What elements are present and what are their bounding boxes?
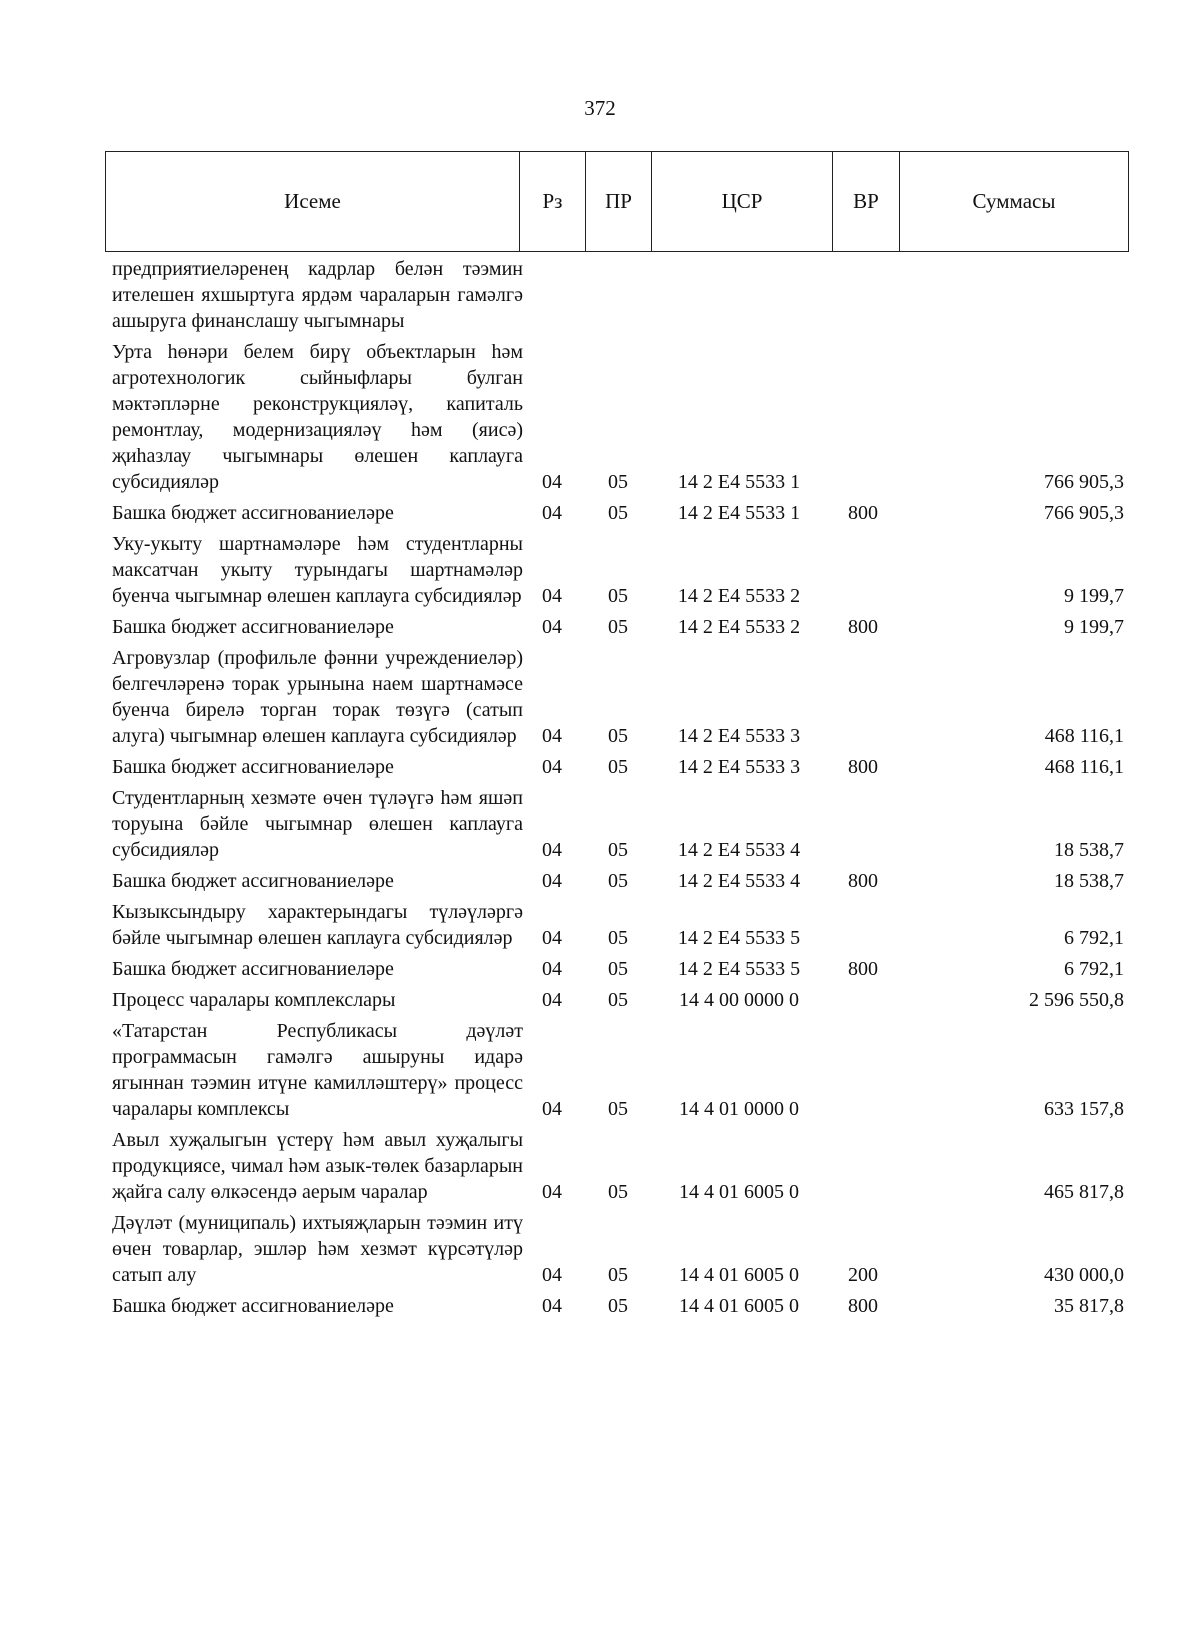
- row-csr: 14 4 01 6005 0: [679, 1295, 799, 1317]
- row-rz: 04: [542, 870, 562, 892]
- row-pr: 05: [608, 1181, 628, 1203]
- row-sum: 2 596 550,8: [1029, 989, 1124, 1011]
- row-rz: 04: [542, 585, 562, 607]
- header-csr: ЦСР: [652, 152, 833, 251]
- row-pr: 05: [608, 958, 628, 980]
- row-name: Башка бюджет ассигнованиеләре: [112, 756, 394, 778]
- row-rz: 04: [542, 756, 562, 778]
- header-rz: Рз: [520, 152, 586, 251]
- row-rz: 04: [542, 502, 562, 524]
- row-sum: 35 817,8: [1054, 1295, 1124, 1317]
- page-number: 372: [584, 96, 616, 120]
- row-pr: 05: [608, 756, 628, 778]
- row-name: Башка бюджет ассигнованиеләре: [112, 616, 394, 638]
- table-row: [112, 614, 1124, 640]
- row-sum: 6 792,1: [1064, 927, 1124, 949]
- row-rz: 04: [542, 989, 562, 1011]
- row-name: Башка бюджет ассигнованиеләре: [112, 1295, 394, 1317]
- table-row: [112, 868, 1124, 894]
- table-row: [112, 956, 1124, 982]
- row-rz: 04: [542, 471, 562, 493]
- row-sum: 465 817,8: [1044, 1181, 1124, 1203]
- row-rz: 04: [542, 616, 562, 638]
- row-name: Студентларның хезмәте өчен түләүгә һәм яшәп торуына бәйле чыгымнар өлешен каплауга субсидияләр: [112, 787, 523, 861]
- row-sum: 18 538,7: [1054, 870, 1124, 892]
- row-name: Башка бюджет ассигнованиеләре: [112, 502, 394, 524]
- header-name: Исеме: [106, 152, 520, 251]
- header-sum: Суммасы: [972, 189, 1056, 213]
- row-pr: 05: [608, 1098, 628, 1120]
- table-row: [112, 500, 1124, 526]
- row-name: Кызыксындыру характерындагы түләүләргә бәйле чыгымнар өлешен каплауга субсидияләр: [112, 901, 523, 949]
- row-name: Урта һөнәри белем бирү объектларын һәм агротехнологик сыйныфлары булган мәктәпләрне реконструкцияләү, капиталь ремонтлау, модернизацияләү һәм (яисә) җиһазлау чыгымнары өлешен каплауга субсидияләр: [112, 341, 523, 493]
- table-row: [112, 1210, 1124, 1288]
- header-pr: ПР: [586, 152, 652, 251]
- row-name: Авыл хуҗалыгын үстерү һәм авыл хуҗалыгы продукциясе, чимал һәм азык-төлек базарларын җайга салу өлкәсендә аерым чаралар: [112, 1129, 523, 1203]
- header-vr: ВР: [833, 152, 900, 251]
- row-pr: 05: [608, 927, 628, 949]
- row-csr: 14 4 01 6005 0: [679, 1181, 799, 1203]
- table-row: [112, 1018, 1124, 1122]
- row-pr: 05: [608, 471, 628, 493]
- row-csr: 14 2 Е4 5533 4: [677, 839, 801, 861]
- table-row: [112, 645, 1124, 749]
- row-pr: 05: [608, 585, 628, 607]
- row-vr: 800: [848, 502, 878, 524]
- row-rz: 04: [542, 1264, 562, 1286]
- row-csr: 14 2 Е4 5533 1: [677, 502, 801, 524]
- row-rz: 04: [542, 1181, 562, 1203]
- table-row: [112, 785, 1124, 863]
- row-sum: 468 116,1: [1044, 756, 1124, 778]
- table-row: [112, 531, 1124, 609]
- row-vr: 800: [848, 616, 878, 638]
- table-row: [112, 899, 1124, 951]
- row-name: Агровузлар (профильле фәнни учреждениеләр) белгечләренә торак урынына наем шартнамәсе буенча бирелә торган торак төзүгә (сатып алуга) чыгымнар өлешен каплауга субсидияләр: [112, 647, 523, 747]
- row-sum: 18 538,7: [1054, 839, 1124, 861]
- row-sum: 9 199,7: [1064, 616, 1124, 638]
- row-pr: 05: [608, 989, 628, 1011]
- row-csr: 14 4 01 6005 0: [679, 1264, 799, 1286]
- row-csr: 14 2 Е4 5533 5: [677, 958, 801, 980]
- row-sum: 430 000,0: [1044, 1264, 1124, 1286]
- row-rz: 04: [542, 839, 562, 861]
- row-name: Башка бюджет ассигнованиеләре: [112, 870, 394, 892]
- row-sum: 9 199,7: [1064, 585, 1124, 607]
- table-row: [112, 1293, 1124, 1319]
- row-name: Процесс чаралары комплекслары: [112, 989, 396, 1011]
- row-sum: 766 905,3: [1044, 471, 1124, 493]
- row-name: «Татарстан Республикасы дәүләт программасын гамәлгә ашыруны идарә ягыннан тәэмин итүне камилләштерү» процесс чаралары комплексы: [112, 1020, 523, 1120]
- table-row: [112, 987, 1124, 1013]
- row-rz: 04: [542, 927, 562, 949]
- table-header: [105, 151, 1129, 252]
- row-vr: 200: [848, 1264, 878, 1286]
- row-csr: 14 2 Е4 5533 3: [677, 725, 801, 747]
- row-name: Уку-укыту шартнамәләре һәм студентларны максатчан укыту турындагы шартнамәләр буенча чыгымнар өлешен каплауга субсидияләр: [112, 533, 523, 607]
- row-csr: 14 2 Е4 5533 2: [677, 585, 801, 607]
- row-pr: 05: [608, 870, 628, 892]
- row-csr: 14 2 Е4 5533 4: [677, 870, 801, 892]
- row-sum: 633 157,8: [1044, 1098, 1124, 1120]
- row-pr: 05: [608, 1264, 628, 1286]
- row-name: предприятиеләренең кадрлар белән тәэмин ителешен яхшыртуга ярдәм чараларын гамәлгә ашыруга финанслашу чыгымнары: [112, 258, 523, 332]
- table-body: [112, 256, 1124, 1324]
- row-pr: 05: [608, 839, 628, 861]
- table-row: [112, 754, 1124, 780]
- row-pr: 05: [608, 502, 628, 524]
- row-pr: 05: [608, 1295, 628, 1317]
- row-csr: 14 4 01 0000 0: [679, 1098, 799, 1120]
- row-rz: 04: [542, 1295, 562, 1317]
- row-vr: 800: [848, 1295, 878, 1317]
- row-pr: 05: [608, 616, 628, 638]
- row-vr: 800: [848, 870, 878, 892]
- row-rz: 04: [542, 958, 562, 980]
- row-pr: 05: [608, 725, 628, 747]
- table-row: [112, 256, 1124, 334]
- row-csr: 14 2 Е4 5533 5: [677, 927, 801, 949]
- row-csr: 14 2 Е4 5533 1: [677, 471, 801, 493]
- table-row: [112, 1127, 1124, 1205]
- table-row: [112, 339, 1124, 495]
- row-csr: 14 2 Е4 5533 2: [677, 616, 801, 638]
- row-vr: 800: [848, 958, 878, 980]
- row-vr: 800: [848, 756, 878, 778]
- row-sum: 766 905,3: [1044, 502, 1124, 524]
- row-rz: 04: [542, 725, 562, 747]
- row-name: Башка бюджет ассигнованиеләре: [112, 958, 394, 980]
- row-sum: 468 116,1: [1044, 725, 1124, 747]
- row-csr: 14 2 Е4 5533 3: [677, 756, 801, 778]
- row-csr: 14 4 00 0000 0: [679, 989, 799, 1011]
- row-sum: 6 792,1: [1064, 958, 1124, 980]
- row-name: Дәүләт (муниципаль) ихтыяҗларын тәэмин итү өчен товарлар, эшләр һәм хезмәт күрсәтүләр сатып алу: [112, 1212, 523, 1286]
- row-rz: 04: [542, 1098, 562, 1120]
